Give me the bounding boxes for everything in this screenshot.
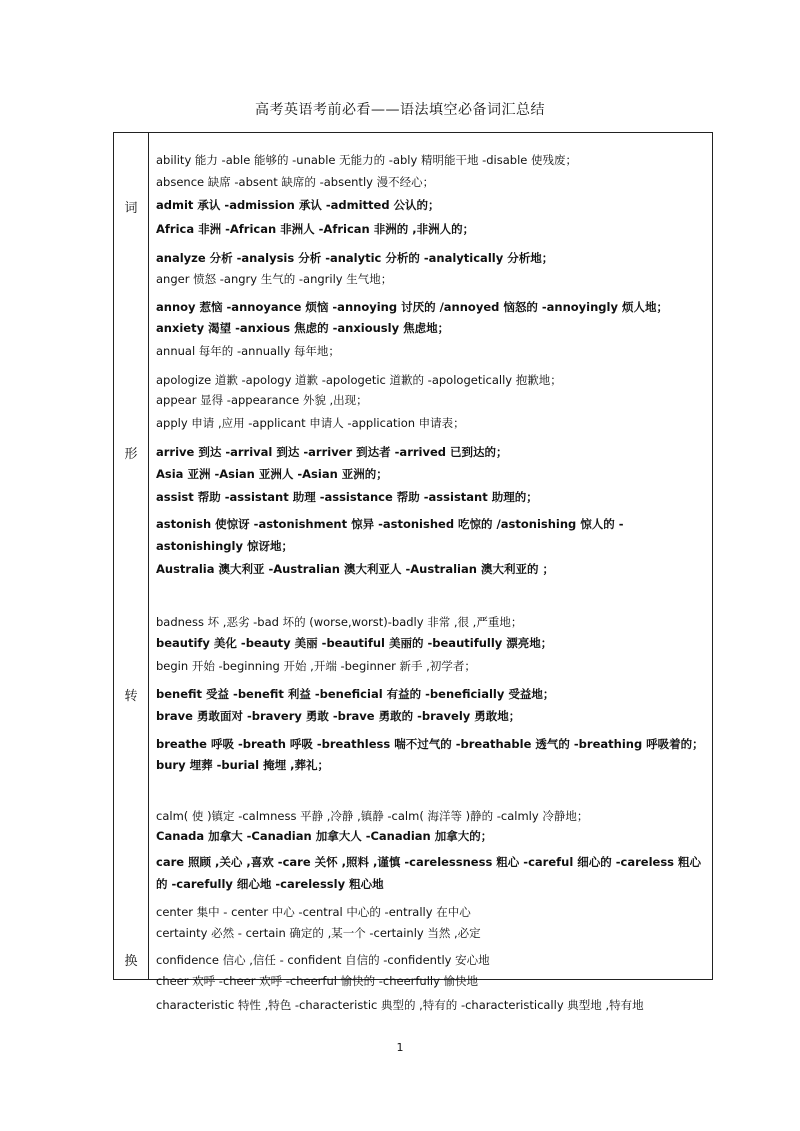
word-entry: apologize 道歉 -apology 道歉 -apologetic 道歉的 -apologetically 抱歉地；	[156, 373, 562, 387]
side-label-zhuan: 转	[124, 689, 138, 704]
word-entry: characteristic 特性 ,特色 -characteristic 典型的 ,特有的 -characteristically 典型地 ,特有地	[156, 998, 644, 1012]
word-entry: analyze 分析 -analysis 分析 -analytic 分析的 -analytically 分析地；	[156, 251, 554, 265]
vocabulary-table	[113, 132, 713, 1012]
word-entry: Africa 非洲 -African 非洲人 -African 非洲的 ,非洲人的；	[156, 222, 475, 236]
side-label-huan: 换	[124, 954, 138, 969]
word-entry: annual 每年的 -annually 每年地；	[156, 344, 340, 358]
word-entry: ability 能力 -able 能够的 -unable 无能力的 -ably 精明能干地 -disable 使残废；	[156, 153, 578, 167]
word-entry: beautify 美化 -beauty 美丽 -beautiful 美丽的 -beautifully 漂亮地；	[156, 636, 553, 650]
page-number: 1	[396, 1041, 404, 1054]
word-entry: annoy 惹恼 -annoyance 烦恼 -annoying 讨厌的 /annoyed 恼怒的 -annoyingly 烦人地；	[156, 300, 668, 314]
word-entry: absence 缺席 -absent 缺席的 -absently 漫不经心；	[156, 175, 435, 189]
word-entry: begin 开始 -beginning 开始 ,开端 -beginner 新手 ,初学者；	[156, 659, 476, 673]
word-entry: appear 显得 -appearance 外貌 ,出现；	[156, 393, 368, 407]
word-entry: badness 坏 ,恶劣 -bad 坏的 (worse,worst)-badly 非常 ,很 ,严重地；	[156, 615, 523, 629]
word-entry: Australia 澳大利亚 -Australian 澳大利亚人 -Australian 澳大利亚的 ；	[156, 562, 554, 576]
word-entry: bury 埋葬 -burial 掩埋 ,葬礼；	[156, 758, 329, 772]
side-label-ci: 词	[124, 201, 138, 216]
word-entry: breathe 呼吸 -breath 呼吸 -breathless 喘不过气的 -breathable 透气的 -breathing 呼吸着的；	[156, 737, 704, 751]
word-entry: Asia 亚洲 -Asian 亚洲人 -Asian 亚洲的；	[156, 467, 388, 481]
word-entry: certainty 必然 - certain 确定的 ,某一个 -certainly 当然 ,必定	[156, 926, 481, 940]
word-entry: cheer 欢呼 -cheer 欢呼 -cheerful 愉快的 -cheerfully 愉快地	[156, 974, 479, 988]
word-entry: assist 帮助 -assistant 助理 -assistance 帮助 -assistant 助理的；	[156, 490, 538, 504]
side-label-xing: 形	[124, 447, 138, 462]
word-entry: benefit 受益 -benefit 利益 -beneficial 有益的 -beneficially 受益地；	[156, 687, 555, 701]
column-divider	[148, 133, 149, 979]
word-entry: admit 承认 -admission 承认 -admitted 公认的；	[156, 198, 440, 212]
word-entry: calm( 使 )镇定 -calmness 平静 ,冷静 ,镇静 -calm( 海洋等 )静的 -calmly 冷静地；	[156, 809, 589, 823]
word-entry: apply 申请 ,应用 -applicant 申请人 -application 申请表；	[156, 416, 465, 430]
word-entry: center 集中 - center 中心 -central 中心的 -entrally 在中心	[156, 905, 471, 919]
word-entry: care 照顾 ,关心 ,喜欢 -care 关怀 ,照料 ,谨慎 -carelessness 粗心 -careful 细心的 -careless 粗心的 -carefully 细心地 -carelessly 粗心地	[156, 855, 702, 891]
word-entry: confidence 信心 ,信任 - confident 自信的 -confidently 安心地	[156, 953, 490, 967]
word-entry: anxiety 渴望 -anxious 焦虑的 -anxiously 焦虑地；	[156, 321, 450, 335]
word-entry: anger 愤怒 -angry 生气的 -angrily 生气地；	[156, 272, 393, 286]
word-entry: Canada 加拿大 -Canadian 加拿大人 -Canadian 加拿大的；	[156, 829, 493, 843]
page-title: 高考英语考前必看——语法填空必备词汇总结	[255, 102, 545, 118]
word-entry: brave 勇敢面对 -bravery 勇敢 -brave 勇敢的 -bravely 勇敢地；	[156, 709, 521, 723]
word-entry: arrive 到达 -arrival 到达 -arriver 到达者 -arrived 已到达的；	[156, 445, 508, 459]
word-entry: astonish 使惊讶 -astonishment 惊异 -astonished 吃惊的 /astonishing 惊人的 -astonishingly 惊讶地；	[156, 517, 624, 553]
